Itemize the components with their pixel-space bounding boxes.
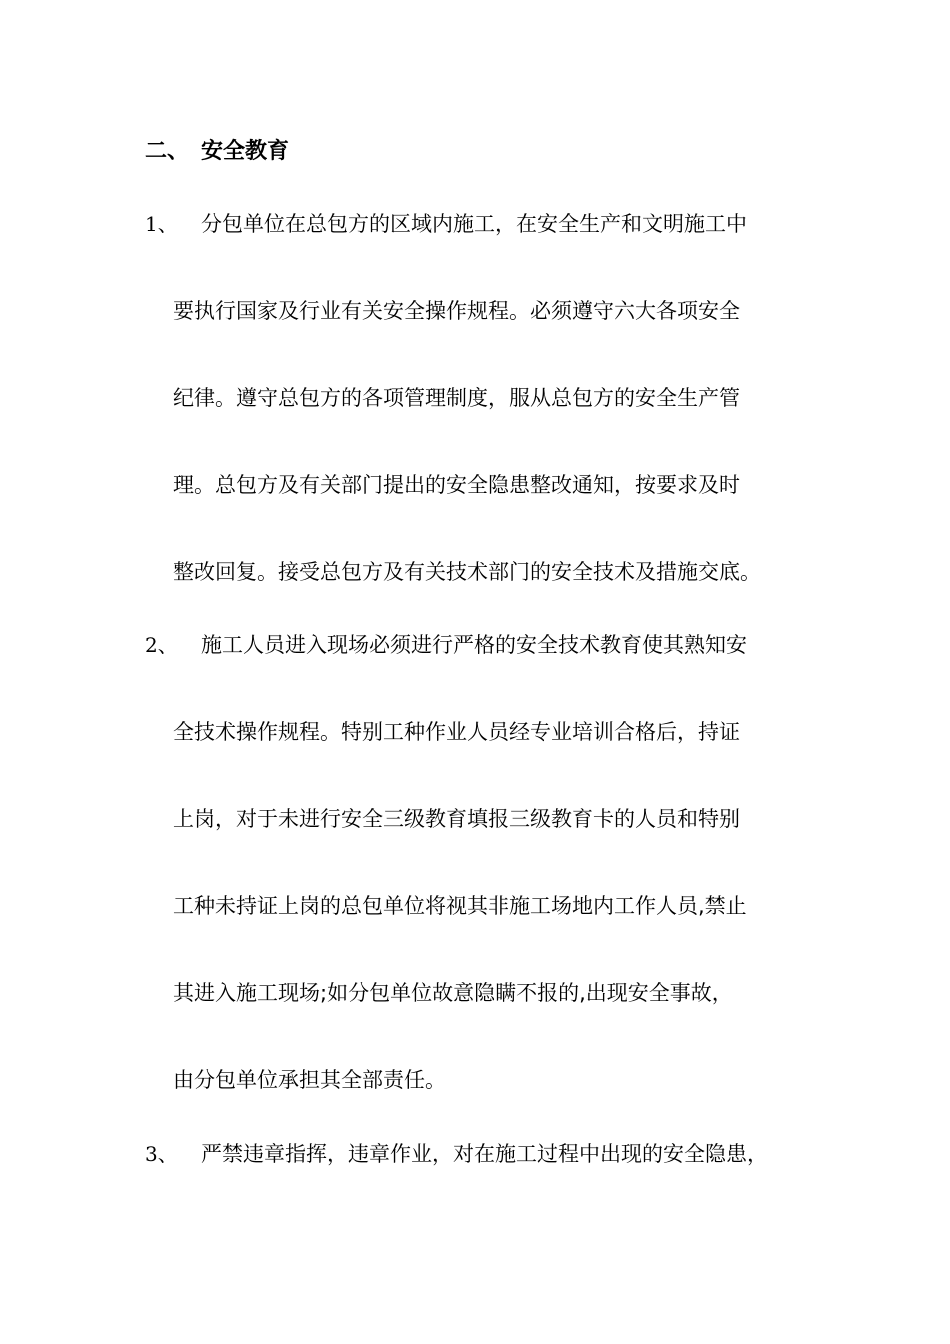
list-item-marker: 2、 <box>145 633 178 657</box>
paragraph-line: 整改回复。接受总包方及有关技术部门的安全技术及措施交底。 <box>173 560 761 584</box>
section-number: 二、 <box>145 139 190 164</box>
paragraph-line: 其进入施工现场;如分包单位故意隐瞒不报的,出现安全事故， <box>173 981 733 1005</box>
paragraph-line: 上岗，对于未进行安全三级教育填报三级教育卡的人员和特别 <box>173 807 740 831</box>
section-title: 安全教育 <box>201 139 290 164</box>
paragraph-line: 理。总包方及有关部门提出的安全隐患整改通知，按要求及时 <box>173 473 740 497</box>
paragraph-line: 严禁违章指挥，违章作业，对在施工过程中出现的安全隐患， <box>201 1142 768 1166</box>
paragraph-line: 纪律。遵守总包方的各项管理制度，服从总包方的安全生产管 <box>173 386 740 410</box>
paragraph-line: 由分包单位承担其全部责任。 <box>173 1068 446 1092</box>
paragraph-line: 全技术操作规程。特别工种作业人员经专业培训合格后，持证 <box>173 720 740 744</box>
list-item-marker: 1、 <box>145 212 178 236</box>
section-heading <box>145 136 289 168</box>
list-item-marker: 3、 <box>145 1142 178 1166</box>
paragraph-line: 要执行国家及行业有关安全操作规程。必须遵守六大各项安全 <box>173 299 740 323</box>
paragraph-line: 分包单位在总包方的区域内施工，在安全生产和文明施工中 <box>201 212 747 236</box>
paragraph-line: 施工人员进入现场必须进行严格的安全技术教育使其熟知安 <box>201 633 747 657</box>
paragraph-line: 工种未持证上岗的总包单位将视其非施工场地内工作人员,禁止 <box>173 894 747 918</box>
